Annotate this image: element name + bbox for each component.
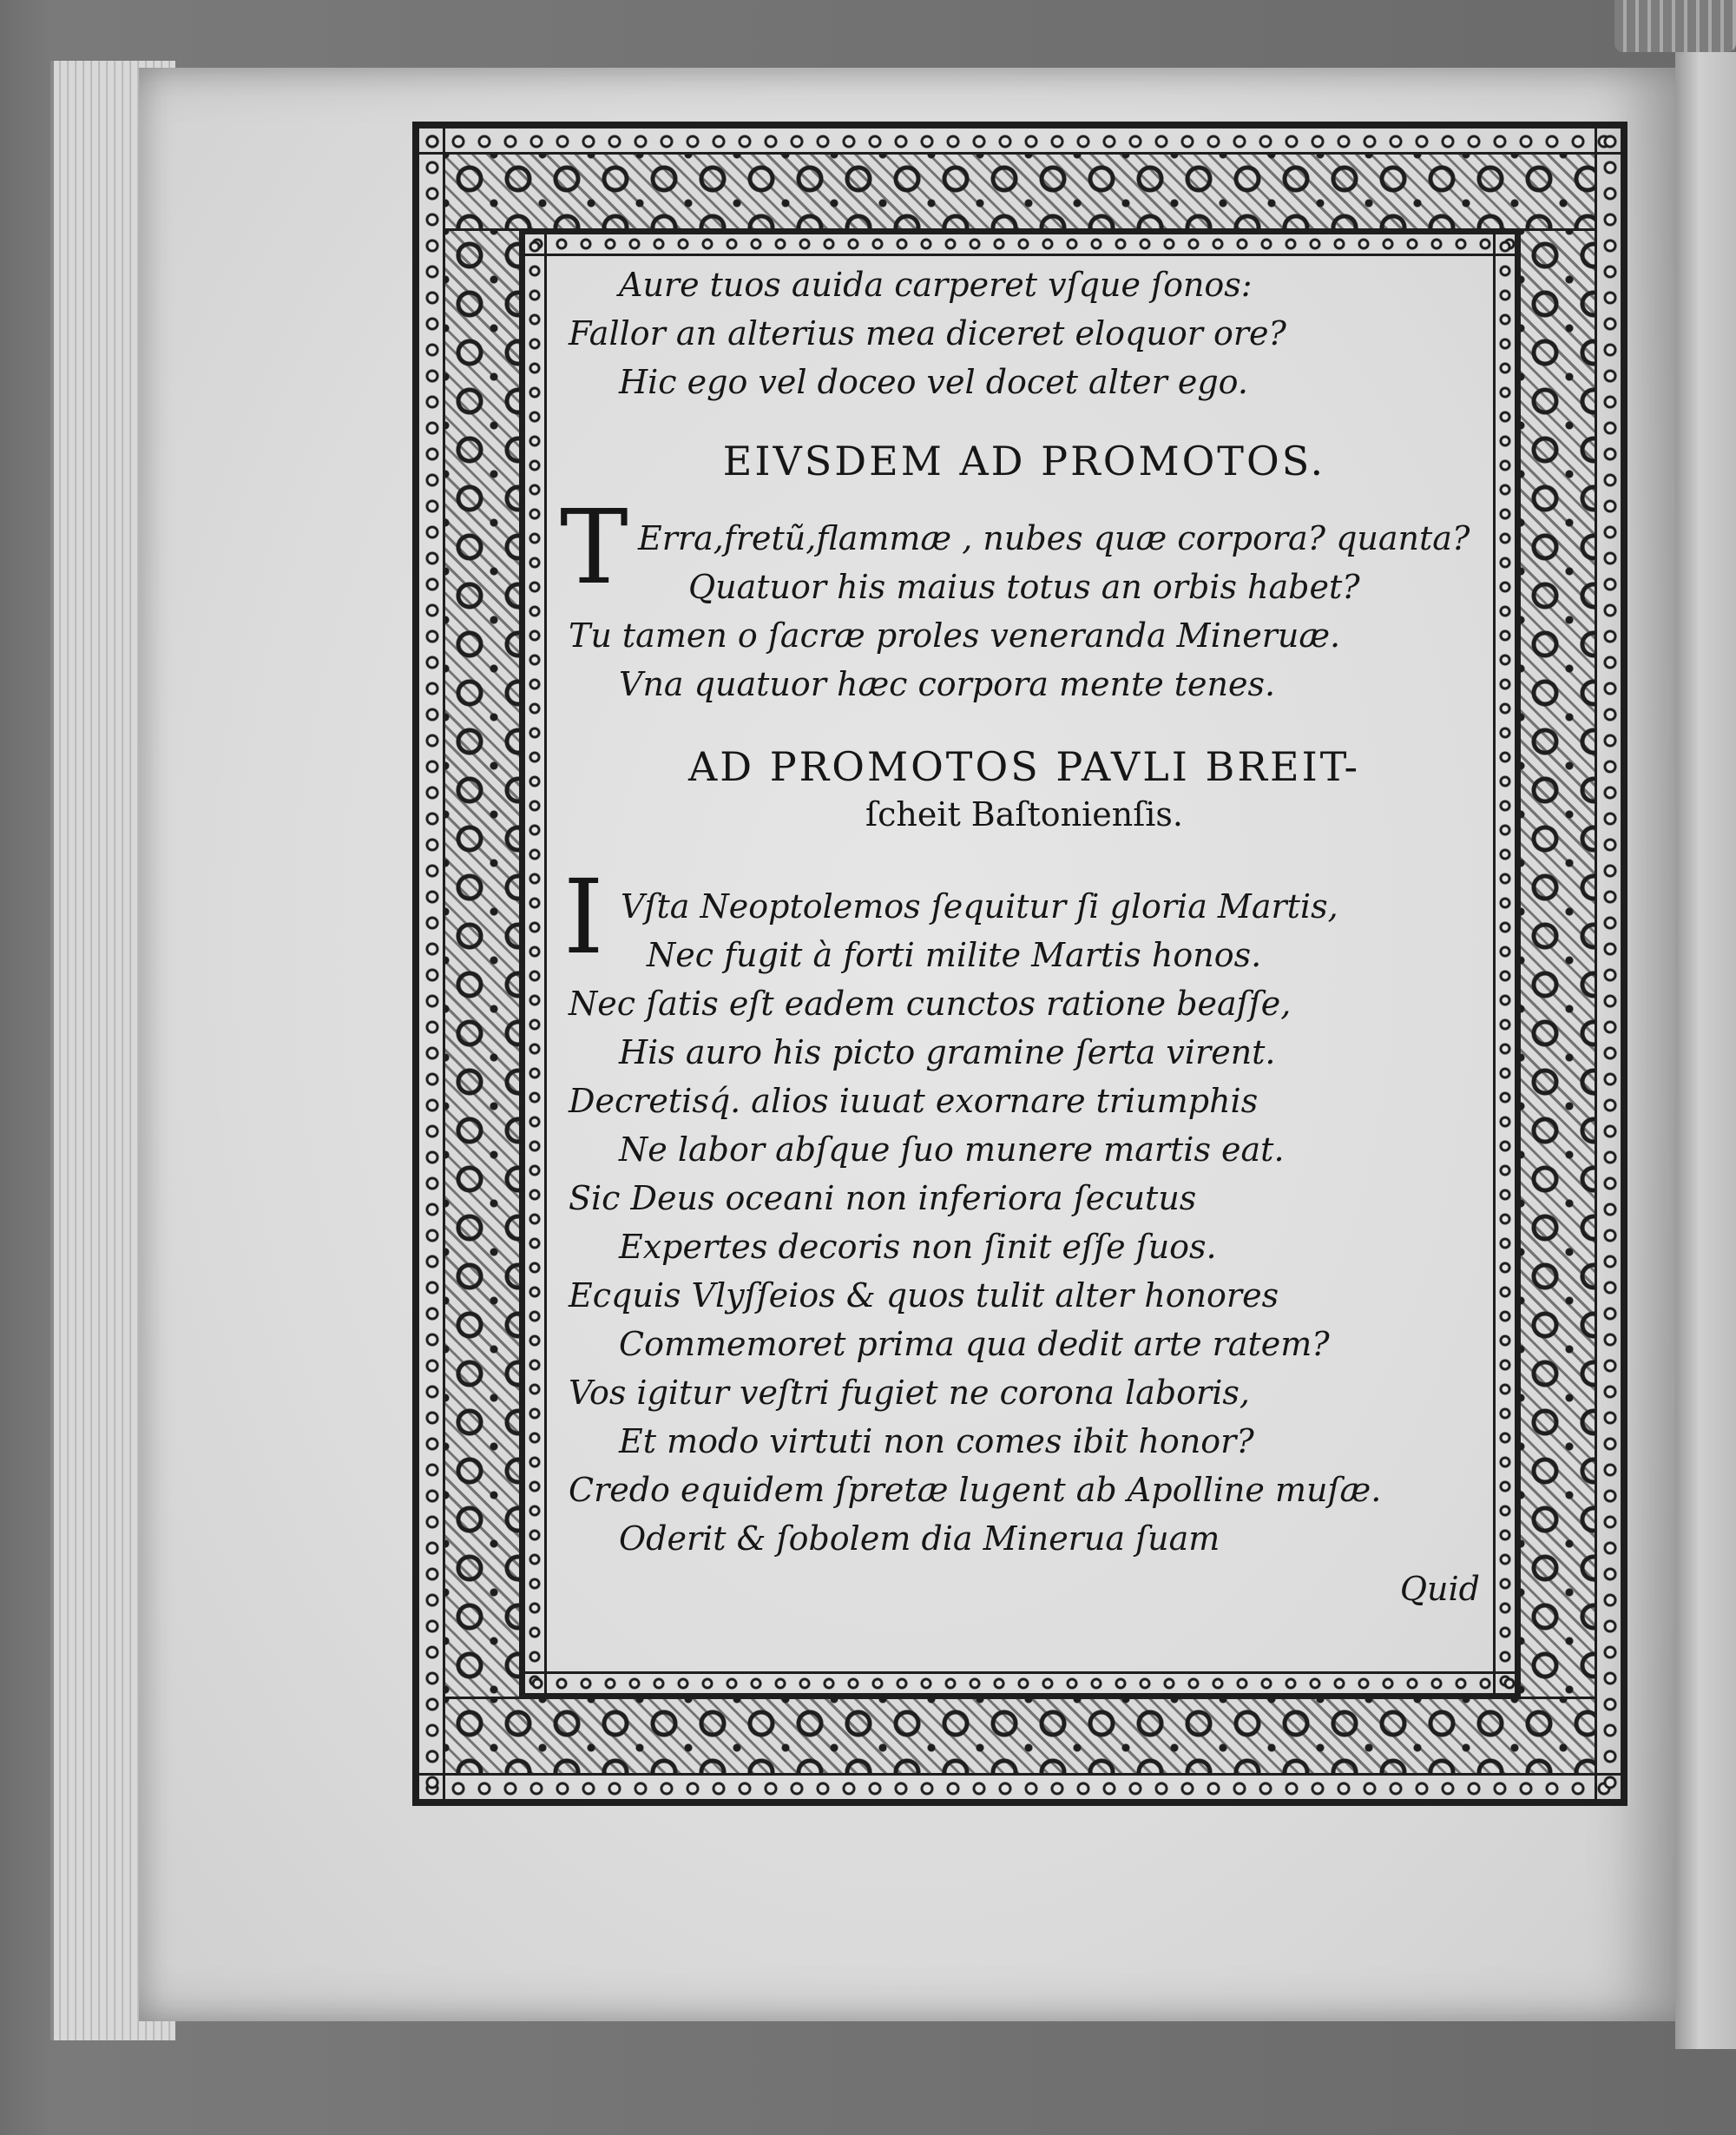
verse-line: Commemoret prima qua dedit arte ratem? (619, 1325, 1330, 1363)
verse-line: Aure tuos auida carperet vſque ſonos: (619, 266, 1253, 304)
verse-line: Quatuor his maius totus an orbis habet? (688, 568, 1360, 606)
verse-line: His auro his picto gramine ſerta virent. (619, 1033, 1276, 1071)
verse-line: Credo equidem ſpretæ lugent ab Apolline muſæ. (569, 1471, 1382, 1509)
scrollwork-band-left (445, 231, 522, 1697)
verse-line: Et modo virtuti non comes ibit honor? (619, 1422, 1254, 1460)
border-rail-bottom (419, 1773, 1621, 1799)
verse-line: Ne labor abſque ſuo munere martis eat. (619, 1130, 1285, 1169)
verse-line: Expertes decoris non ſinit eſſe ſuos. (619, 1228, 1217, 1266)
scrollwork-band-top (445, 155, 1595, 231)
opening-verses (569, 260, 1480, 406)
border-rail-right (1595, 128, 1621, 1799)
stanza-eiusdem (560, 487, 1480, 708)
verse-line: Vna quatuor hæc corpora mente tenes. (619, 665, 1276, 703)
border-rail-left (419, 128, 445, 1799)
section-subheading: ſcheit Baſtonienſis. (865, 795, 1183, 834)
verse-line: Ecquis Vlyſſeios & quos tulit alter honores (569, 1276, 1279, 1315)
verse-line: Decretisq́. alios iuuat exornare triumphis (569, 1082, 1259, 1120)
page-text-block (560, 260, 1480, 1650)
section-heading-ad-promotos: AD PROMOTOS PAVLI BREIT- (687, 743, 1361, 790)
verse-line: Tu tamen o ſacræ proles veneranda Mineruæ. (569, 616, 1341, 655)
verse-line: Oderit & ſobolem dia Minerua ſuam (619, 1519, 1220, 1558)
border-rail-top (419, 128, 1621, 155)
drop-cap-letter: T (560, 487, 628, 607)
catchword: Quid (1399, 1570, 1480, 1608)
inner-rail-left (525, 234, 547, 1693)
drop-cap-letter: I (563, 857, 604, 977)
section-heading-eiusdem: EIVSDEM AD PROMOTOS. (722, 438, 1326, 484)
verse-line: Vſta Neoptolemos ſequitur ſi gloria Martis, (621, 887, 1338, 926)
verse-line: Nec ſatis eſt eadem cunctos ratione beaſſe, (569, 985, 1292, 1023)
verse-line: Hic ego vel doceo vel docet alter ego. (619, 363, 1248, 401)
verse-line: Sic Deus oceani non inferiora ſecutus (569, 1179, 1197, 1217)
verse-line: Nec fugit à forti milite Martis honos. (647, 936, 1262, 974)
scrollwork-band-bottom (445, 1697, 1595, 1773)
stanza-ad-promotos (563, 857, 1480, 1563)
scrollwork-band-right (1518, 231, 1595, 1697)
verse-line: Vos igitur veſtri fugiet ne corona laboris, (569, 1374, 1250, 1412)
inner-rail-right (1493, 234, 1515, 1693)
verse-line: Erra,fretũ,flammæ , nubes quæ corpora? quanta? (638, 519, 1470, 557)
facing-page-edge (1675, 52, 1736, 2049)
book-clasp (1614, 0, 1736, 52)
verse-line: Fallor an alterius mea diceret eloquor ore? (569, 314, 1286, 353)
